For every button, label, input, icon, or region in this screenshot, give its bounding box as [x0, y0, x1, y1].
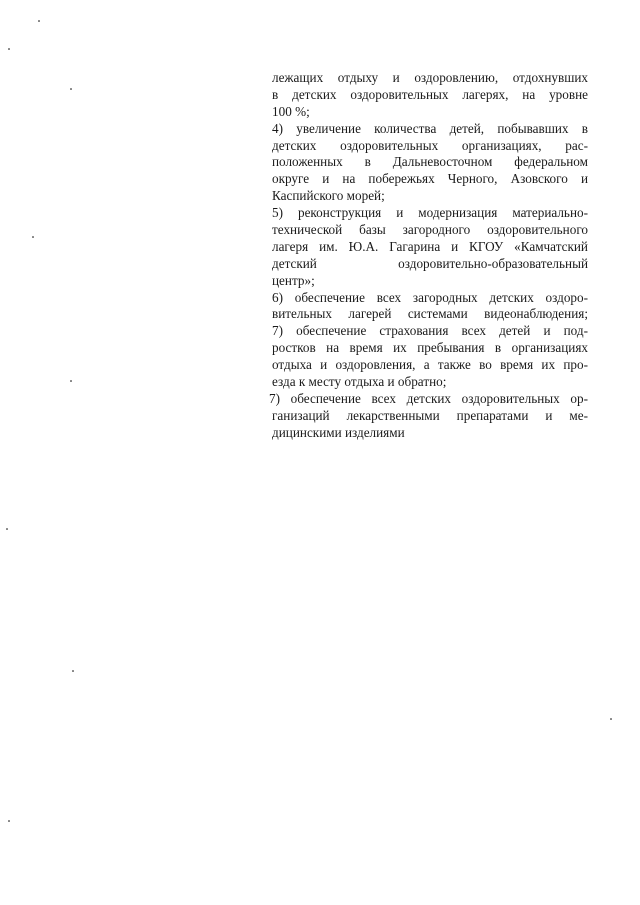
text-line: 7) обеспечение всех детских оздоровительных ор- [269, 390, 588, 406]
text-line: детских оздоровительных организациях, рас- [272, 137, 588, 153]
scan-speck [72, 670, 74, 672]
text-line: положенных в Дальневосточном федеральном [272, 154, 588, 170]
text-line: 5) реконструкция и модернизация материально- [272, 205, 588, 221]
scan-speck [70, 88, 72, 90]
text-line: детский оздоровительно-образовательный [272, 255, 588, 271]
text-line: езда к месту отдыха и обратно; [272, 374, 447, 390]
text-line: вительных лагерей системами видеонаблюдения; [272, 306, 588, 322]
text-line: 7) обеспечение страхования всех детей и под- [272, 323, 588, 339]
text-line: ростков на время их пребывания в организациях [272, 340, 588, 356]
text-line: округе и на побережьях Черного, Азовского и [272, 171, 588, 187]
text-line: технической базы загородного оздоровительного [272, 222, 588, 238]
scan-speck [70, 380, 72, 382]
scan-speck [32, 236, 34, 238]
text-line: 100 %; [272, 103, 310, 119]
text-line: ганизаций лекарственными препаратами и ме- [272, 407, 588, 423]
scan-speck [8, 820, 10, 822]
text-line: в детских оздоровительных лагерях, на уровне [272, 86, 588, 102]
text-line: отдыха и оздоровления, а также во время их про- [272, 357, 588, 373]
scan-speck [8, 48, 10, 50]
text-line: 6) обеспечение всех загородных детских оздоро- [272, 289, 588, 305]
text-line: центр»; [272, 272, 315, 288]
scan-speck [610, 718, 612, 720]
text-line: Каспийского морей; [272, 188, 385, 204]
scan-speck [6, 528, 8, 530]
text-line: 4) увеличение количества детей, побывавших в [272, 120, 588, 136]
text-line: лежащих отдыху и оздоровлению, отдохнувших [272, 70, 588, 85]
scan-speck [38, 20, 40, 22]
text-column [269, 70, 588, 442]
text-line: лагеря им. Ю.А. Гагарина и КГОУ «Камчатский [272, 238, 588, 254]
text-line: дицинскими изделиями [272, 424, 405, 440]
